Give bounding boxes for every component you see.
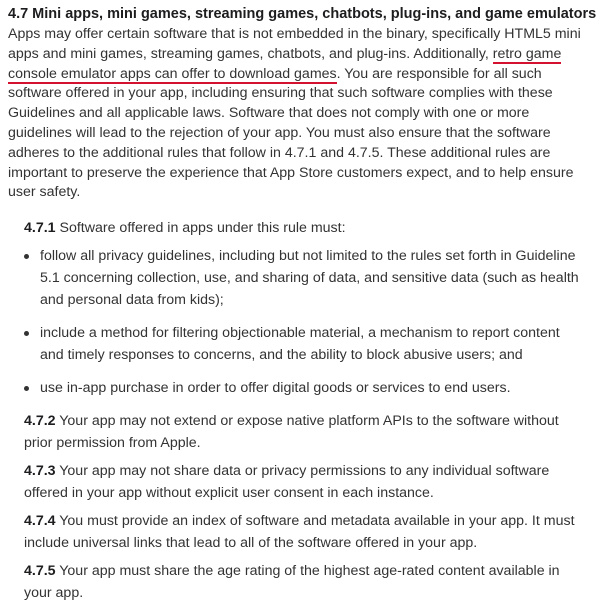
bullet-icon xyxy=(24,254,29,259)
intro-before: Apps may offer certain software that is not embedded in the binary, specifically HTML5 mini apps and mini games, streaming games, chatbots, and plug-ins. Additionally, xyxy=(8,26,581,62)
section-title: 4.7 Mini apps, mini games, streaming games, chatbots, plug-ins, and game emulators xyxy=(8,6,597,22)
rule-4-7-5 xyxy=(24,560,584,604)
rule-4-7-1-heading xyxy=(24,217,584,239)
guideline-page xyxy=(8,5,596,610)
list-item xyxy=(24,245,584,311)
rule-4-7-4 xyxy=(24,510,584,554)
rule-4-7-3 xyxy=(24,460,584,504)
rule-4-7-2 xyxy=(24,410,584,454)
rule-number: 4.7.1 xyxy=(24,220,56,237)
section-intro xyxy=(8,25,588,203)
bullet-icon xyxy=(24,386,29,391)
list-item xyxy=(24,377,584,399)
rule-number: 4.7.2 xyxy=(24,413,56,430)
list-item-text: follow all privacy guidelines, including but not limited to the rules set forth in Guideline 5.1 concerning collection, use, and sharing of data, and sensitive data (such as health and personal data from kids); xyxy=(40,248,579,309)
rule-4-7-1-list xyxy=(24,245,584,399)
rule-number: 4.7.4 xyxy=(24,513,56,530)
rule-text: Your app may not share data or privacy permissions to any individual software offered in your app without explicit user consent in each instance. xyxy=(24,463,550,502)
rule-text: Software offered in apps under this rule must: xyxy=(55,220,346,237)
highlighted-phrase: retro game console emulator apps can offer to download games xyxy=(8,45,562,82)
rule-number: 4.7.5 xyxy=(24,563,56,580)
intro-after: . You are responsible for all such software offered in your app, including ensuring that such software complies with these Guidelines and all applicable laws. Software that does not comply with one or more guidelines will lead to the rejection of your app. You must also ensure that the software adheres to the additional rules that follow in 4.7.1 and 4.7.5. These additional rules are important to preserve the experience that App Store customers expect, and to help ensure user safety. xyxy=(8,65,574,201)
rule-text: Your app must share the age rating of the highest age-rated content available in your app. xyxy=(24,563,560,602)
list-item-text: use in-app purchase in order to offer digital goods or services to end users. xyxy=(40,380,511,397)
rule-text: You must provide an index of software and metadata available in your app. It must include universal links that lead to all of the software offered in your app. xyxy=(24,513,575,552)
rule-text: Your app may not extend or expose native platform APIs to the software without prior permission from Apple. xyxy=(24,413,559,452)
rule-number: 4.7.3 xyxy=(24,463,56,480)
list-item xyxy=(24,322,584,366)
list-item-text: include a method for filtering objectionable material, a mechanism to report content and timely responses to concerns, and the ability to block abusive users; and xyxy=(40,325,560,364)
bullet-icon xyxy=(24,331,29,336)
